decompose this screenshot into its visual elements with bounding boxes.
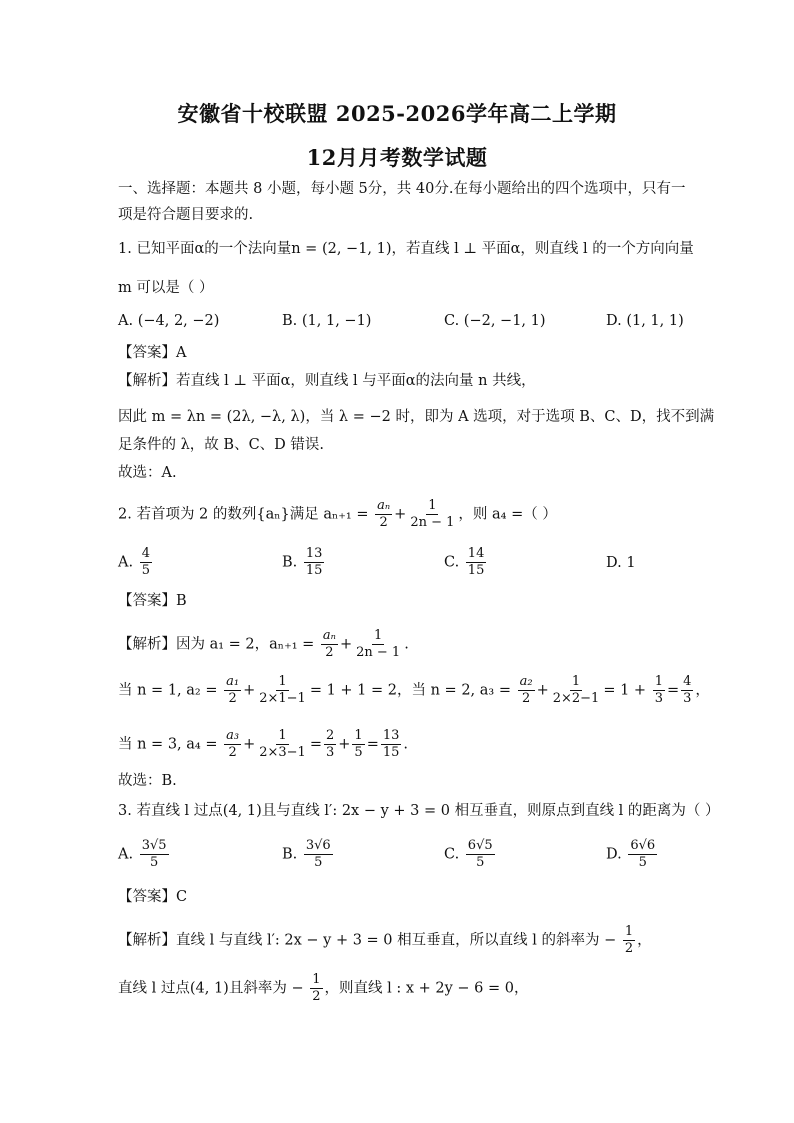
q3-option-d-label: D. — [606, 846, 622, 863]
q1-text-2: m 可以是（ ） — [118, 280, 214, 296]
q1-text-1: 1. 已知平面α的一个法向量n = (2, −1, 1)，若直线 l ⊥ 平面α，则直线 l 的一个方向向量 — [118, 241, 694, 257]
q3-analysis-2: 直线 l 过点(4, 1)且斜率为 − $\frac{1}{2}$ ，则直线 l : x + 2y − 6 = 0， — [118, 972, 529, 1004]
q3-analysis-1: 【解析】直线 l 与直线 l′: 2x − y + 3 = 0 相互垂直，所以直线 l 的斜率为 − $\frac{1}{2}$ ， — [118, 924, 652, 956]
q2-answer: 【答案】B — [118, 593, 187, 609]
section-intro-2: 项是符合题目要求的. — [118, 207, 254, 223]
q2-option-b — [282, 546, 326, 579]
q3-option-c-num: 6√5 — [467, 838, 493, 853]
q2-line-b: 当 n = 3, a₄ = $\frac{\text{a₃}}{2}$ + $\frac{1}{2\times 3-1}$ = $\frac{2}{3}$ + $\frac{1}{5}$ = $\frac{13}{15}$ . — [118, 728, 409, 760]
q3-option-d-den: 5 — [638, 855, 647, 870]
q3-analysis-2-tail: ，则直线 l : x + 2y − 6 = 0， — [324, 980, 529, 997]
q1-choose: 故选：A. — [118, 465, 177, 481]
q2-option-b-num: 13 — [305, 546, 323, 561]
q2-analysis-head: 【解析】因为 a₁ = 2，aₙ₊₁ = $\frac{\text{aₙ}}{2}$ + $\frac{1}{2n - 1}$ . — [118, 628, 409, 660]
doc-title-line1: 安徽省十校联盟 2025-2026学年高二上学期 — [177, 101, 617, 126]
doc-title-line2: 12月月考数学试题 — [306, 145, 488, 170]
q3-analysis-2-text: 直线 l 过点(4, 1)且斜率为 − — [118, 980, 304, 997]
q2-option-c-num: 14 — [467, 546, 485, 561]
q1-option-a: A. (−4, 2, −2) — [118, 313, 220, 329]
q2-text-head: 2. 若首项为 2 的数列{aₙ}满足 aₙ₊₁ = — [118, 506, 369, 523]
q2-choose: 故选：B. — [118, 773, 177, 789]
q2-analysis-head-text: 【解析】因为 a₁ = 2，aₙ₊₁ = — [118, 636, 315, 653]
q2-option-d: D. 1 — [606, 555, 636, 571]
q3-option-b-num: 3√6 — [305, 838, 331, 853]
q3-option-a-label: A. — [118, 846, 134, 863]
q2-option-c-label: C. — [444, 554, 460, 571]
q3-option-c-label: C. — [444, 846, 460, 863]
q3-answer: 【答案】C — [118, 889, 188, 905]
q1-option-c: C. (−2, −1, 1) — [444, 313, 546, 329]
q1-analysis-3: 足条件的 λ，故 B、C、D 错误. — [118, 437, 325, 453]
q3-option-d — [606, 838, 659, 871]
q3-option-c — [444, 838, 497, 871]
q1-analysis-2: 因此 m = λn = (2λ, −λ, λ)，当 λ = −2 时，即为 A 选项，对于选项 B、C、D，找不到满 — [118, 409, 715, 425]
q3-text: 3. 若直线 l 过点(4, 1)且与直线 l′: 2x − y + 3 = 0 相互垂直，则原点到直线 l 的距离为（ ） — [118, 803, 720, 819]
q2-line-a-head: 当 n = 1, a₂ = — [118, 682, 218, 699]
q2-option-a-num: 4 — [141, 546, 150, 561]
q1-answer: 【答案】A — [118, 345, 187, 361]
q2-text-tail: ，则 a₄ =（ ） — [458, 506, 557, 523]
q1-option-b: B. (1, 1, −1) — [282, 313, 372, 329]
q2-option-b-label: B. — [282, 554, 298, 571]
q3-option-b-label: B. — [282, 846, 298, 863]
q3-option-c-den: 5 — [476, 855, 485, 870]
q3-option-a-num: 3√5 — [141, 838, 167, 853]
q3-analysis-1-text: 【解析】直线 l 与直线 l′: 2x − y + 3 = 0 相互垂直，所以直线 l 的斜率为 − — [118, 932, 617, 949]
q3-option-d-num: 6√6 — [630, 838, 656, 853]
q2-option-a-label: A. — [118, 554, 134, 571]
q2-option-b-den: 15 — [305, 563, 323, 578]
q2-line-b-head: 当 n = 3, a₄ = — [118, 736, 218, 753]
q3-option-b-den: 5 — [314, 855, 323, 870]
q2-frac-1-2n-1: $\frac{1}{2n - 1}$ — [410, 498, 455, 530]
q2-line-a-tail: = 1 + — [603, 682, 647, 699]
q2-text: 2. 若首项为 2 的数列{aₙ}满足 aₙ₊₁ = $\frac{\text{aₙ}}{2}$ + $\frac{1}{2n - 1}$ ，则 a₄ =（ ） — [118, 498, 557, 530]
q3-option-b — [282, 838, 335, 871]
q2-option-a-den: 5 — [141, 563, 150, 578]
q2-option-c-den: 15 — [467, 563, 485, 578]
q2-frac-an-2: $\frac{\text{aₙ}}{2}$ — [377, 498, 391, 530]
q2-option-c — [444, 546, 488, 579]
q2-option-a — [118, 546, 154, 579]
q2-line-a-mid: = 1 + 1 = 2，当 n = 2, a₃ = — [309, 682, 511, 699]
q3-option-a-den: 5 — [149, 855, 159, 870]
q2-line-a: 当 n = 1, a₂ = $\frac{\text{a₁}}{2}$ + $\frac{1}{2\times 1-1}$ = 1 + 1 = 2，当 n = 2, a₃ = $\frac{\text{a₂}}{2}$ + $\frac{1}{2\times 2-1}$ = 1 + $\frac{1}{3}$ = $\frac{4}{3}$ ， — [118, 674, 710, 706]
q1-analysis-1: 【解析】若直线 l ⊥ 平面α，则直线 l 与平面α的法向量 n 共线， — [118, 373, 536, 389]
section-intro-1: 一、选择题：本题共 8 小题，每小题 5分，共 40分.在每小题给出的四个选项中，只有一 — [118, 181, 686, 197]
q3-option-a — [118, 838, 171, 871]
q1-option-d: D. (1, 1, 1) — [606, 313, 684, 329]
